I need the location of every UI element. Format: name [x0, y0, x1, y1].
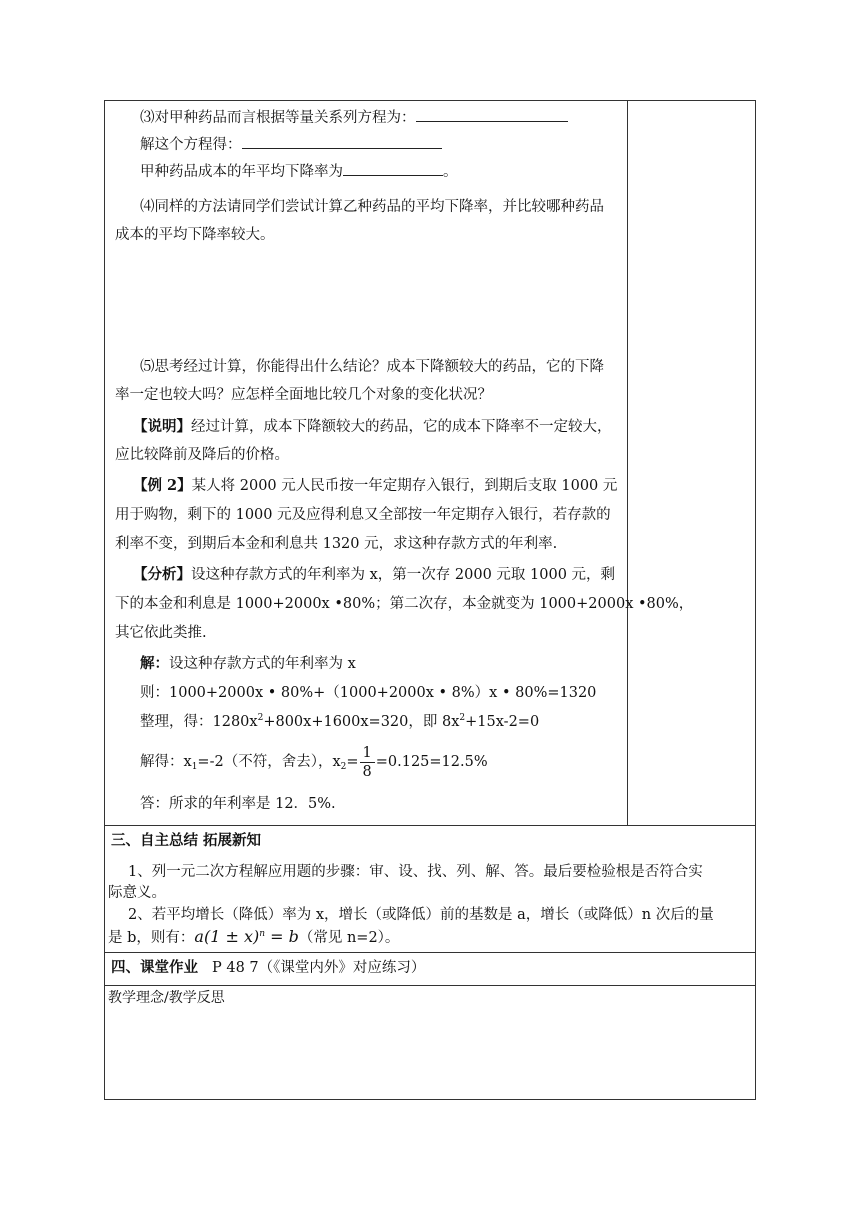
solution-line-2: 则：1000+2000x • 80%+（1000+2000x • 8%）x • 80%=1320: [140, 685, 597, 701]
analysis-tag: 【分析】: [133, 566, 191, 583]
q5-line-2: 率一定也较大吗？应怎样全面地比较几个对象的变化状况？: [115, 387, 492, 403]
example2-line-2: 用于购物，剩下的 1000 元及应得利息又全部按一年定期存入银行，若存款的: [115, 507, 611, 523]
q3-equation-line: ⑶对甲种药品而言根据等量关系列方程为：: [140, 107, 568, 128]
example2-line-3: 利率不变，到期后本金和利息共 1320 元，求这种存款方式的年利率.: [115, 536, 558, 552]
fraction-one-eighth: $\frac{1}{8}$: [360, 744, 375, 781]
section3-item1-line2: 际意义。: [108, 885, 166, 901]
row-divider-3: [104, 985, 756, 986]
q4-line-1: ⑷同样的方法请同学们尝试计算乙种药品的平均下降率，并比较哪种药品: [140, 199, 604, 215]
note-tag: 【说明】: [133, 418, 191, 435]
answer-line: 答：所求的年利率是 12．5%.: [140, 796, 336, 812]
growth-formula: $a(1 \pm x)^n = b$: [194, 927, 299, 946]
section4-row: [111, 958, 425, 978]
solution-line-4: 解得：$x_1=-2$（不符，舍去），$x_2=$ $\frac{1}{8}$ =0.125=12.5%: [140, 744, 488, 780]
note-line-1: 【说明】经过计算，成本下降额较大的药品，它的成本下降率不一定较大，: [133, 418, 612, 435]
example2-tag: 【例 2】: [133, 477, 192, 494]
answer-blank-rate[interactable]: [343, 161, 443, 176]
q4-line-2: 成本的平均下降率较大。: [115, 227, 275, 243]
q3-rate-line: 甲种药品成本的年平均下降率为 。: [140, 161, 458, 182]
row-divider-1: [104, 825, 756, 826]
section3-item1-line1: 1、列一元二次方程解应用题的步骤：审、设、找、列、解、答。最后要检验根是否符合实: [128, 864, 703, 880]
section3-heading: 三、自主总结 拓展新知: [111, 832, 262, 849]
reflection-label: 教学理念/教学反思: [108, 990, 225, 1006]
section3-item2-line1: 2、若平均增长（降低）率为 x，增长（或降低）前的基数是 a，增长（或降低）n 次后的量: [128, 907, 714, 923]
section3-item2-line2: 是 b，则有：$a(1 \pm x)^n = b$（常见 n=2）。: [108, 927, 400, 946]
q5-line-1: ⑸思考经过计算，你能得出什么结论？成本下降额较大的药品，它的下降: [140, 359, 604, 375]
solution-tag: 解：: [140, 655, 169, 672]
section4-detail: P 48 7（《课堂内外》对应练习）: [212, 960, 426, 976]
answer-blank-equation[interactable]: [416, 107, 568, 122]
side-column-divider: [627, 100, 628, 825]
solution-line-1: 解：设这种存款方式的年利率为 x: [140, 655, 356, 672]
note-line-2: 应比较降前及降后的价格。: [115, 447, 289, 463]
section4-heading: 四、课堂作业: [111, 959, 198, 976]
analysis-line-2: 下的本金和利息是 1000+2000x •80%；第二次存，本金就变为 1000+2000x •80%，: [115, 596, 694, 612]
answer-blank-solution[interactable]: [242, 134, 442, 149]
analysis-line-3: 其它依此类推.: [115, 625, 207, 641]
q3-solve-line: 解这个方程得：: [140, 134, 442, 155]
solution-line-3: 整理，得：$1280x^2+800x+1600x=320$，即 $8x^2+15x-2=0$: [140, 713, 540, 730]
row-divider-2: [104, 952, 756, 953]
analysis-line-1: 【分析】设这种存款方式的年利率为 x，第一次存 2000 元取 1000 元，剩: [133, 566, 616, 583]
example2-line-1: 【例 2】某人将 2000 元人民币按一年定期存入银行，到期后支取 1000 元: [133, 477, 618, 494]
